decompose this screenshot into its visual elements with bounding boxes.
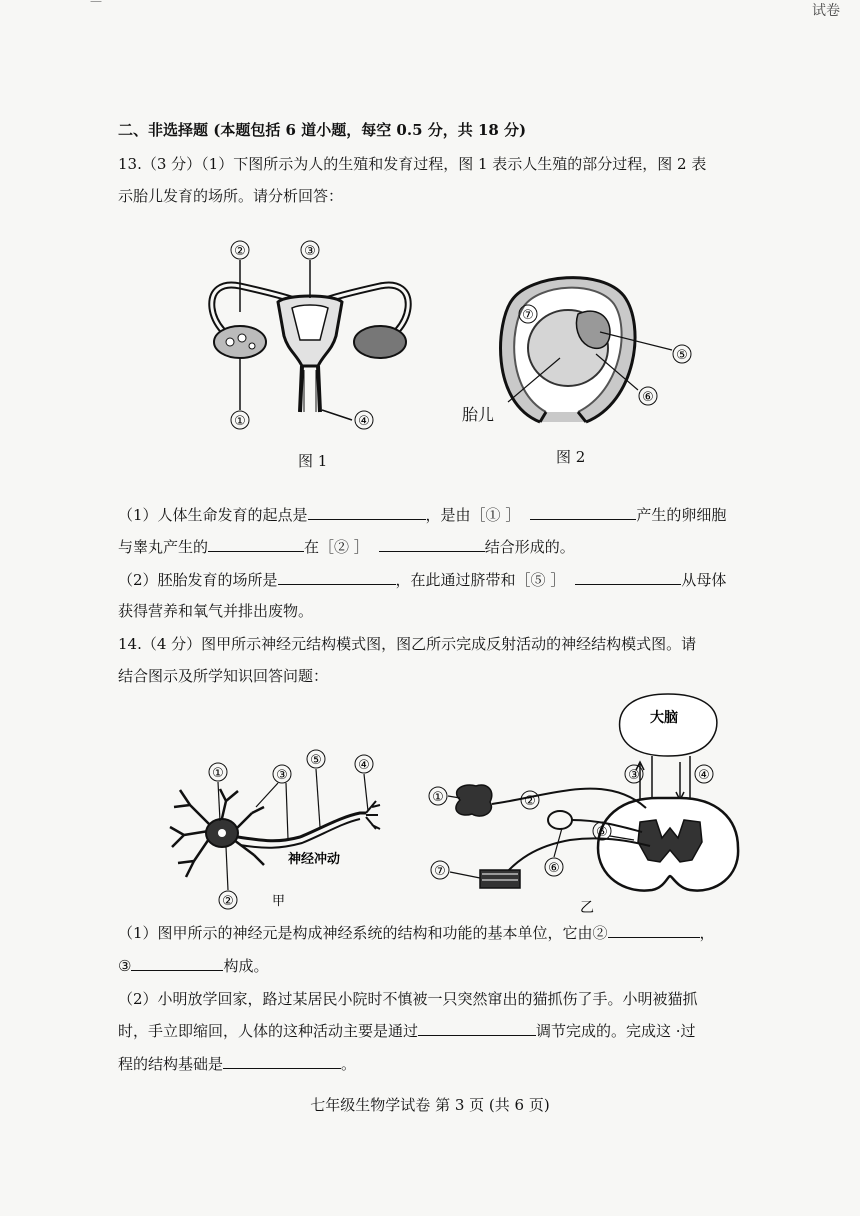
- fetus-label: 胎儿: [462, 405, 495, 424]
- q13-intro-line1: 13.（3 分）（1）下图所示为人的生殖和发育过程，图 1 表示人生殖的部分过程，图 2 表: [118, 155, 707, 173]
- q14-part2-line2: [118, 1021, 770, 1041]
- q14-intro-line2: 结合图示及所学知识回答问题：: [118, 667, 329, 685]
- answer-blank[interactable]: [208, 537, 304, 552]
- neuron-label-3: ③: [276, 768, 288, 783]
- answer-blank[interactable]: [608, 923, 700, 938]
- q13-text: （2）胚胎发育的场所是: [118, 571, 278, 589]
- nerve-impulse-label: 神经冲动: [288, 852, 341, 867]
- figure-2-caption: 图 2: [556, 448, 586, 466]
- figure-reflex-arc: [420, 690, 740, 915]
- reflex-label-1: ①: [432, 790, 444, 805]
- q14-part1-line1: [118, 923, 770, 943]
- q13-part2-line1: [118, 570, 770, 590]
- q13-part2-line2: 获得营养和氧气并排出废物。: [118, 602, 314, 620]
- neuron-label-5: ⑤: [310, 753, 322, 768]
- reflex-label-2: ②: [524, 794, 536, 809]
- q13-text: 结合形成的。: [484, 538, 575, 556]
- q14-text: 程的结构基础是: [118, 1055, 224, 1073]
- q14-part2-line1: （2）小明放学回家，路过某居民小院时不慎被一只突然窜出的猫抓伤了手。小明被猫抓: [118, 990, 698, 1008]
- answer-blank[interactable]: [575, 570, 681, 585]
- q14-text: 时，手立即缩回，人体的这种活动主要是通过: [118, 1022, 419, 1040]
- fig1-label-3: ③: [304, 244, 316, 259]
- answer-blank[interactable]: [308, 505, 426, 520]
- answer-blank[interactable]: [379, 537, 485, 552]
- q13-text: 在［② ］: [304, 538, 369, 556]
- q13-text: 从母体: [681, 571, 727, 589]
- neuron-label-1: ①: [212, 766, 224, 781]
- q14-part1-line2: [118, 956, 770, 976]
- q13-text: ，在此通过脐带和［⑤ ］: [395, 571, 566, 589]
- figure-b-label: 乙: [580, 900, 594, 915]
- fig2-label-5: ⑤: [676, 348, 688, 363]
- fig2-label-6: ⑥: [642, 390, 654, 405]
- q13-text: （1）人体生命发育的起点是: [118, 506, 308, 524]
- reflex-label-6: ⑥: [548, 861, 560, 876]
- figure-neuron: [160, 745, 400, 915]
- q14-text: 构成。: [223, 957, 269, 975]
- fig1-label-4: ④: [358, 414, 370, 429]
- q14-intro-line1: 14.（4 分）图甲所示神经元结构模式图，图乙所示完成反射活动的神经结构模式图。请: [118, 635, 697, 653]
- neuron-label-4: ④: [358, 758, 370, 773]
- section-title: 二、非选择题 (本题包括 6 道小题，每空 0.5 分，共 18 分): [118, 121, 527, 139]
- answer-blank[interactable]: [278, 570, 396, 585]
- figure-1-reproductive-system: [200, 230, 420, 440]
- q13-intro-line2: 示胎儿发育的场所。请分析回答：: [118, 187, 344, 205]
- q13-text: 产生的卵细胞: [636, 506, 727, 524]
- fig2-label-7: ⑦: [522, 308, 534, 323]
- reflex-label-7: ⑦: [434, 864, 446, 879]
- q13-part1-line2: [118, 537, 770, 557]
- answer-blank[interactable]: [223, 1054, 341, 1069]
- reflex-label-5: ⑤: [596, 825, 608, 840]
- q13-part1-line1: [118, 505, 770, 525]
- q14-text: ③: [118, 957, 132, 975]
- q14-text: ，: [699, 924, 715, 942]
- fig1-label-2: ②: [234, 244, 246, 259]
- answer-blank[interactable]: [530, 505, 636, 520]
- figure-a-label: 甲: [272, 894, 286, 909]
- answer-blank[interactable]: [418, 1021, 536, 1036]
- brain-label: 大脑: [650, 710, 678, 726]
- q13-text: ，是由［① ］: [425, 506, 521, 524]
- corner-mark-left: —: [90, 0, 102, 8]
- q14-text: 调节完成的。完成这 ·过: [536, 1022, 696, 1040]
- fig1-label-1: ①: [234, 414, 246, 429]
- q14-text: 。: [341, 1055, 357, 1073]
- answer-blank[interactable]: [131, 956, 223, 971]
- reflex-label-3: ③: [628, 768, 640, 783]
- page-footer: 七年级生物学试卷 第 3 页 (共 6 页): [310, 1096, 550, 1114]
- q14-part2-line3: [118, 1054, 770, 1074]
- neuron-label-2: ②: [222, 894, 234, 909]
- figure-1-caption: 图 1: [298, 452, 328, 470]
- reflex-label-4: ④: [698, 768, 710, 783]
- corner-mark-right: 试卷: [812, 3, 840, 19]
- q14-text: （1）图甲所示的神经元是构成神经系统的结构和功能的基本单位，它由②: [118, 924, 608, 942]
- q13-text: 与睾丸产生的: [118, 538, 209, 556]
